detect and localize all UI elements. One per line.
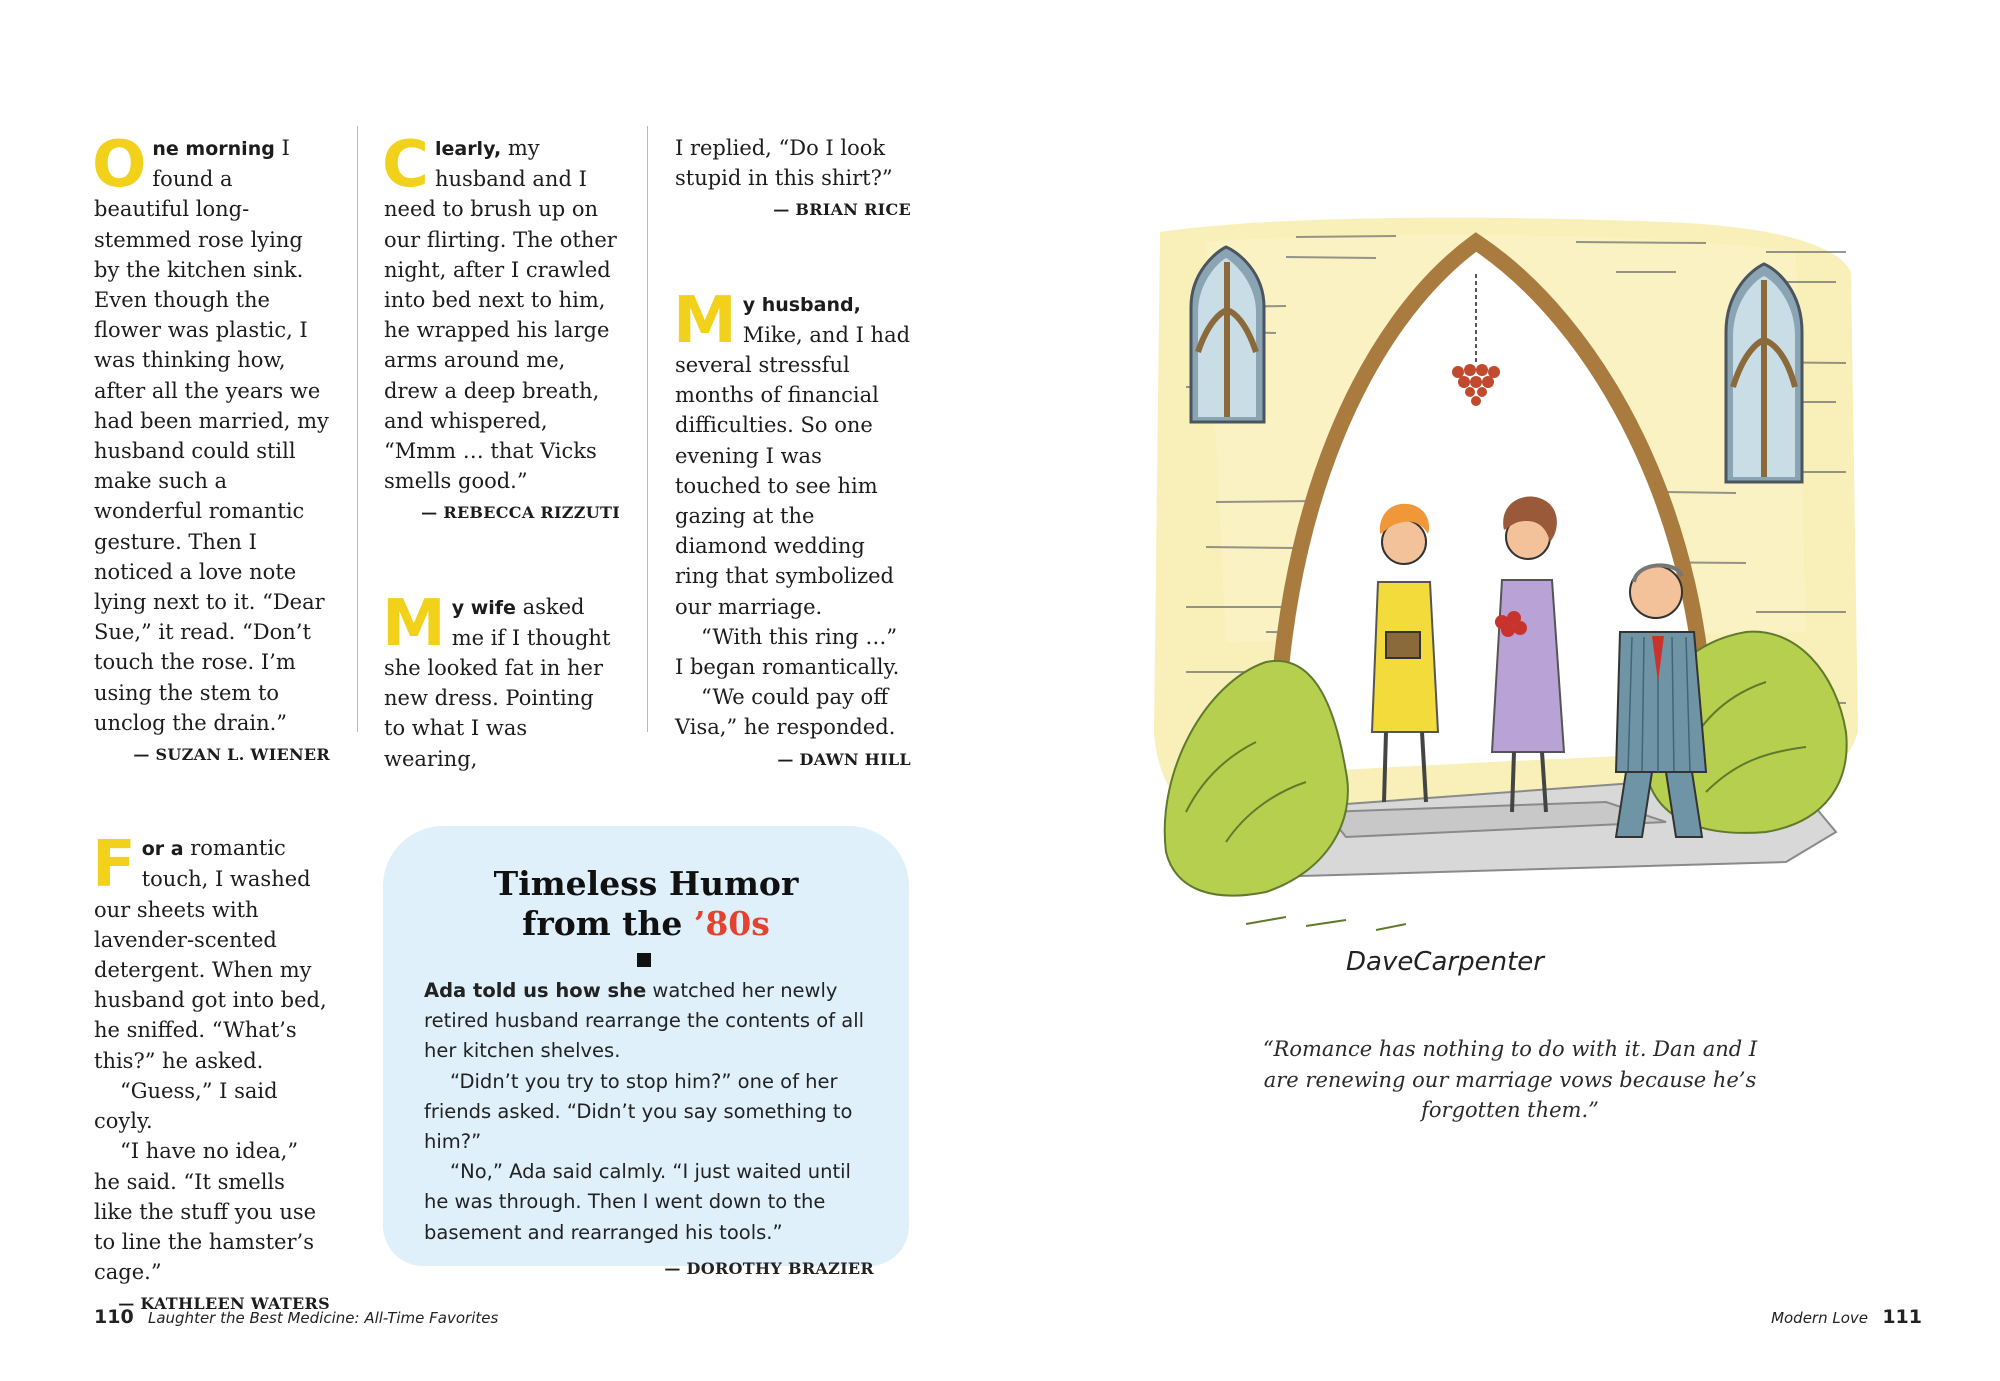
dropcap: M (673, 283, 737, 358)
story-lead: y husband, (742, 293, 861, 316)
story-ring (673, 283, 911, 775)
sidebar-text: “No,” Ada said calmly. “I just waited until he was through. Then I went down to the basement and rearranged his tools.” (424, 1160, 851, 1244)
sidebar-title-accent: ’80s (693, 904, 770, 943)
sidebar-text: watched her newly retired husband rearrange the contents of all her kitchen shelves. (424, 979, 865, 1063)
attribution: — BRIAN RICE (773, 200, 911, 220)
story-text: I replied, “Do I look stupid in this shirt?” (675, 136, 893, 191)
cartoon-caption: “Romance has nothing to do with it. Dan and I are renewing our marriage vows because he’s forgotten them.” (1262, 1037, 1758, 1122)
attribution: — SUZAN L. WIENER (133, 745, 330, 765)
story-text: Mike, and I had several stressful months of financial difficulties. So one evening I was touched to see him gazing at the diamond wedding ring that symbolized our marriage. (675, 322, 911, 619)
sidebar-body (424, 976, 874, 1284)
story-dress (382, 586, 620, 774)
story-lead: or a (141, 838, 184, 861)
footer-left (94, 1306, 498, 1328)
cartoon-illustration (1146, 212, 1866, 982)
timeless-humor-sidebar (383, 826, 909, 1278)
sidebar-lead: Ada told us how she (424, 979, 647, 1002)
square-bullet-icon (637, 953, 651, 967)
story-lead: learly, (434, 138, 502, 160)
story-text: I found a beautiful long-stemmed rose lying by the kitchen sink. Even though the flower was plastic, I was thinking how, after all the years we had been married, my husband could still make such a wonderful romantic gesture. Then I noticed a love note lying next to it. “Dear Sue,” it read. “Don’t touch the rose. I’m using the stem to unclog the drain.” (94, 136, 329, 735)
story-rose (92, 128, 330, 770)
column-1 (92, 128, 330, 1320)
sidebar-title-line-2 (383, 904, 909, 944)
story-text: “We could pay off Visa,” he responded. (675, 685, 896, 740)
sidebar-title-line-1: Timeless Humor (493, 864, 799, 903)
attribution: — KATHLEEN WATERS (118, 1294, 330, 1314)
sidebar-text: “Didn’t you try to stop him?” one of her friends asked. “Didn’t you say something to him?” (424, 1069, 853, 1154)
sidebar-attribution: — DOROTHY BRAZIER (664, 1258, 874, 1278)
story-sheets (92, 828, 330, 1319)
cartoon-signature: DaveCarpenter (1346, 947, 1544, 977)
story-text: asked me if I thought she looked fat in her new dress. Pointing to what I was wearing, (384, 594, 611, 771)
sidebar-title-prefix: from the (522, 904, 694, 943)
story-text: “Guess,” I said coyly. (94, 1078, 278, 1134)
book-title: Laughter the Best Medicine: All-Time Favorites (147, 1309, 499, 1327)
attribution: — REBECCA RIZZUTI (421, 503, 620, 523)
story-lead: ne morning (152, 138, 275, 160)
dropcap: C (382, 128, 429, 202)
column-3 (675, 133, 911, 775)
dropcap: F (92, 828, 136, 903)
sidebar-title (383, 864, 909, 944)
story-lead: y wife (451, 596, 516, 619)
footer-right (1771, 1306, 1922, 1328)
column-divider (647, 126, 648, 732)
story-vicks (382, 128, 620, 529)
column-divider (357, 126, 358, 732)
story-text: my husband and I need to brush up on our flirting. The other night, after I crawled into bed next to him, he wrapped his large arms around me, drew a deep breath, and whispered, “Mmm … that Vicks smells good.” (384, 136, 617, 494)
chapter-title: Modern Love (1771, 1309, 1869, 1327)
story-text: “With this ring …” I began romantically. (675, 624, 900, 680)
dropcap: M (382, 586, 446, 661)
cartoon-drawing (1146, 212, 1866, 982)
attribution: — DAWN HILL (777, 749, 911, 769)
page-number-right: 111 (1882, 1306, 1922, 1328)
story-dress-continued (675, 133, 911, 226)
dropcap: O (92, 128, 147, 202)
column-2 (382, 128, 620, 774)
story-text: “I have no idea,” he said. “It smells like the stuff you use to line the hamster’s cage.” (94, 1139, 317, 1285)
page-number-left: 110 (94, 1306, 134, 1328)
story-text: romantic touch, I washed our sheets with lavender-scented detergent. When my husband got into bed, he sniffed. “What’s this?” he asked. (94, 836, 327, 1073)
